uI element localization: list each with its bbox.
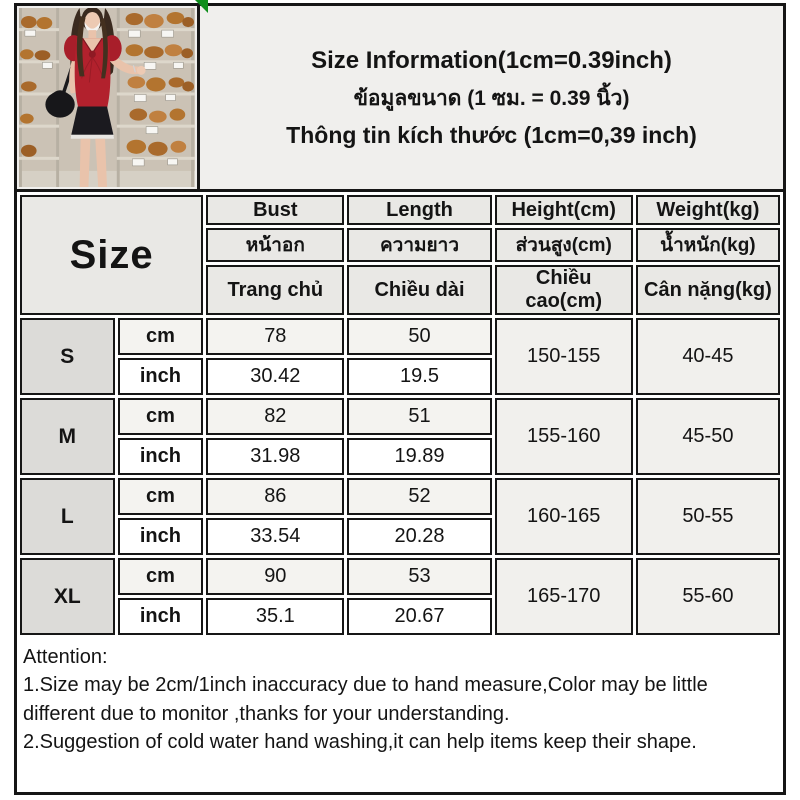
length-inch-l: 20.28 — [347, 518, 491, 555]
bust-cm-s: 78 — [206, 318, 344, 355]
table-row — [20, 558, 780, 595]
size-cell-l: L — [20, 478, 115, 555]
size-chart-frame — [14, 3, 786, 795]
col-header-height-th: ส่วนสูง(cm) — [495, 228, 633, 262]
size-table — [17, 192, 783, 638]
attention-item-1: 1.Size may be 2cm/1inch inaccuracy due to hand measure,Color may be little different due to monitor ,thanks for your understanding. — [23, 674, 708, 725]
size-cell-xl: XL — [20, 558, 115, 635]
unit-cm: cm — [118, 318, 204, 355]
unit-inch: inch — [118, 518, 204, 555]
size-cell-m: M — [20, 398, 115, 475]
col-header-bust-th: หน้าอก — [206, 228, 344, 262]
title-vi: Thông tin kích thước (1cm=0,39 inch) — [286, 121, 697, 148]
bust-cm-l: 86 — [206, 478, 344, 515]
bust-cm-xl: 90 — [206, 558, 344, 595]
length-cm-s: 50 — [347, 318, 491, 355]
attention-item-2: 2.Suggestion of cold water hand washing,it can help items keep their shape. — [23, 731, 697, 754]
col-header-weight-vi: Cân nặng(kg) — [636, 265, 780, 315]
col-header-bust-en: Bust — [206, 195, 344, 225]
weight-m: 45-50 — [636, 398, 780, 475]
col-header-weight-en: Weight(kg) — [636, 195, 780, 225]
table-row — [20, 478, 780, 515]
bust-inch-xl: 35.1 — [206, 598, 344, 635]
col-header-length-th: ความยาว — [347, 228, 491, 262]
col-header-bust-vi: Trang chủ — [206, 265, 344, 315]
length-cm-m: 51 — [347, 398, 491, 435]
height-l: 160-165 — [495, 478, 633, 555]
col-header-weight-th: น้ำหนัก(kg) — [636, 228, 780, 262]
height-xl: 165-170 — [495, 558, 633, 635]
height-m: 155-160 — [495, 398, 633, 475]
header-row-en — [20, 195, 780, 225]
title-block — [200, 6, 783, 189]
weight-s: 40-45 — [636, 318, 780, 395]
title-th: ข้อมูลขนาด (1 ซม. = 0.39 นิ้ว) — [353, 86, 630, 110]
weight-l: 50-55 — [636, 478, 780, 555]
unit-cm: cm — [118, 478, 204, 515]
length-cm-l: 52 — [347, 478, 491, 515]
unit-inch: inch — [118, 358, 204, 395]
unit-inch: inch — [118, 438, 204, 475]
col-header-length-vi: Chiều dài — [347, 265, 491, 315]
size-header-cell: Size — [20, 195, 203, 315]
col-header-length-en: Length — [347, 195, 491, 225]
length-cm-xl: 53 — [347, 558, 491, 595]
title-en: Size Information(1cm=0.39inch) — [311, 46, 672, 74]
top-section — [17, 6, 783, 192]
col-header-height-vi: Chiều cao(cm) — [495, 265, 633, 315]
model-photo-illustration — [19, 8, 195, 187]
table-row — [20, 398, 780, 435]
attention-heading: Attention: — [23, 646, 108, 668]
bust-inch-m: 31.98 — [206, 438, 344, 475]
table-row — [20, 318, 780, 355]
length-inch-s: 19.5 — [347, 358, 491, 395]
unit-cm: cm — [118, 558, 204, 595]
product-photo — [17, 6, 200, 189]
bust-inch-s: 30.42 — [206, 358, 344, 395]
attention-note — [17, 638, 783, 757]
unit-cm: cm — [118, 398, 204, 435]
weight-xl: 55-60 — [636, 558, 780, 635]
col-header-height-en: Height(cm) — [495, 195, 633, 225]
length-inch-m: 19.89 — [347, 438, 491, 475]
unit-inch: inch — [118, 598, 204, 635]
height-s: 150-155 — [495, 318, 633, 395]
length-inch-xl: 20.67 — [347, 598, 491, 635]
bust-cm-m: 82 — [206, 398, 344, 435]
bust-inch-l: 33.54 — [206, 518, 344, 555]
size-cell-s: S — [20, 318, 115, 395]
